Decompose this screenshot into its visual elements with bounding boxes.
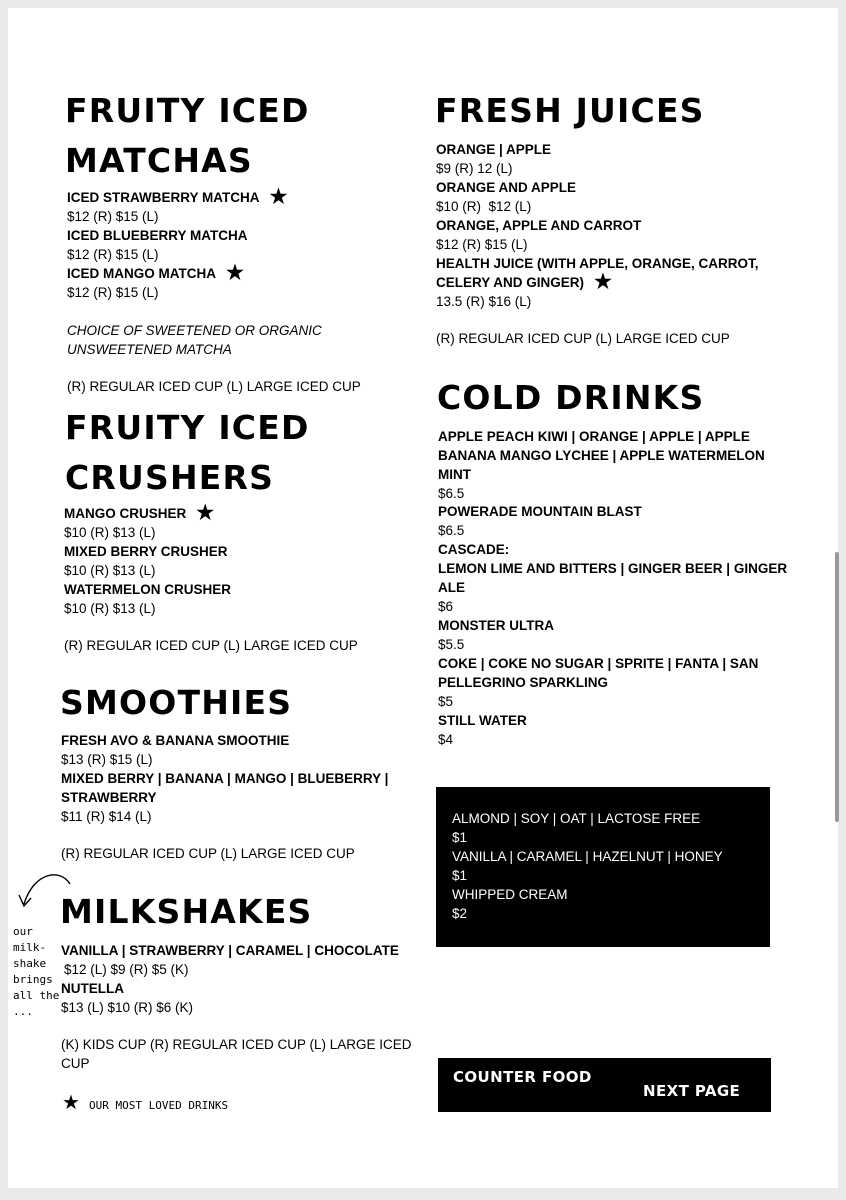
menu-item-cascade-flavours-cont: ALE <box>438 580 465 595</box>
menu-item-soft-drinks-cont: PELLEGRINO SPARKLING <box>438 675 609 690</box>
menu-item-health-juice: HEALTH JUICE (WITH APPLE, ORANGE, CARROT, <box>436 256 759 271</box>
extras-price: $1 <box>452 868 468 883</box>
menu-item-cascade: CASCADE: <box>438 542 510 557</box>
legend-most-loved: OUR MOST LOVED DRINKS <box>89 1099 229 1112</box>
menu-price: $5 <box>438 694 454 709</box>
section-title-milkshakes: MILKSHAKES <box>60 892 313 931</box>
menu-item-orange-apple-carrot: ORANGE, APPLE AND CARROT <box>436 218 642 233</box>
menu-item-health-juice-cont: CELERY AND GINGER) ★ <box>436 271 612 293</box>
star-icon: ★ <box>62 1092 80 1114</box>
menu-price: 13.5 (R) $16 (L) <box>436 294 532 309</box>
menu-price: $10 (R) $13 (L) <box>64 563 156 578</box>
menu-item-monster-ultra: MONSTER ULTRA <box>438 618 554 633</box>
menu-price: $12 (R) $15 (L) <box>436 237 528 252</box>
menu-price: $13 (R) $15 (L) <box>61 752 153 767</box>
cup-size-note: (R) REGULAR ICED CUP (L) LARGE ICED CUP <box>64 638 358 653</box>
handwritten-note: our milk- shake brings all the ... <box>13 925 60 1018</box>
menu-price: $11 (R) $14 (L) <box>61 809 152 824</box>
menu-price: $6.5 <box>438 523 465 538</box>
star-icon: ★ <box>226 262 244 284</box>
menu-price: $12 (R) $15 (L) <box>67 285 159 300</box>
star-icon: ★ <box>196 502 215 524</box>
section-title-fresh-juices: FRESH JUICES <box>435 91 705 130</box>
menu-item-powerade: POWERADE MOUNTAIN BLAST <box>438 504 642 519</box>
menu-item-orange-and-apple: ORANGE AND APPLE <box>436 180 577 195</box>
section-title-fruity-matchas: FRUITY ICED MATCHAS <box>65 91 310 180</box>
next-page-label: NEXT PAGE <box>643 1082 741 1100</box>
menu-item-avo-banana-smoothie: FRESH AVO & BANANA SMOOTHIE <box>61 733 290 748</box>
cup-size-note: (R) REGULAR ICED CUP (L) LARGE ICED CUP <box>436 331 730 346</box>
extras-box <box>436 787 770 947</box>
menu-item-juice-flavours-cont: BANANA MANGO LYCHEE | APPLE WATERMELON <box>438 448 765 463</box>
menu-item-nutella: NUTELLA <box>61 981 124 996</box>
menu-price: $10 (R) $13 (L) <box>64 525 156 540</box>
menu-item-orange-apple: ORANGE | APPLE <box>436 142 552 157</box>
menu-price: $5.5 <box>438 637 465 652</box>
menu-item-still-water: STILL WATER <box>438 713 527 728</box>
menu-item-juice-flavours-cont: MINT <box>438 467 471 482</box>
cup-size-note: (K) KIDS CUP (R) REGULAR ICED CUP (L) LARGE ICED <box>61 1037 412 1052</box>
menu-price: $12 (R) $15 (L) <box>67 247 159 262</box>
menu-price: $13 (L) $10 (R) $6 (K) <box>61 1000 194 1015</box>
cup-size-note: (R) REGULAR ICED CUP (L) LARGE ICED CUP <box>61 846 355 861</box>
menu-item-watermelon-crusher: WATERMELON CRUSHER <box>64 582 231 597</box>
extras-whipped-cream: WHIPPED CREAM <box>452 887 568 902</box>
cup-size-note: CUP <box>61 1056 90 1071</box>
menu-item-juice-flavours: APPLE PEACH KIWI | ORANGE | APPLE | APPLE <box>438 429 750 444</box>
extras-syrup-options: VANILLA | CARAMEL | HAZELNUT | HONEY <box>452 849 723 864</box>
counter-food-label: COUNTER FOOD <box>453 1068 592 1086</box>
section-title-smoothies: SMOOTHIES <box>60 683 293 722</box>
extras-milk-options: ALMOND | SOY | OAT | LACTOSE FREE <box>452 811 701 826</box>
menu-price: $6.5 <box>438 486 465 501</box>
menu-item-fruit-smoothie-cont: STRAWBERRY <box>61 790 157 805</box>
menu-price: $6 <box>438 599 454 614</box>
menu-item-milkshake-flavours: VANILLA | STRAWBERRY | CARAMEL | CHOCOLATE <box>61 943 399 958</box>
menu-item-soft-drinks: COKE | COKE NO SUGAR | SPRITE | FANTA | SAN <box>438 656 759 671</box>
menu-price: $10 (R) $13 (L) <box>64 601 156 616</box>
cup-size-note: (R) REGULAR ICED CUP (L) LARGE ICED CUP <box>67 379 361 394</box>
scrollbar[interactable] <box>835 552 839 822</box>
menu-item-iced-mango-matcha: ICED MANGO MATCHA ★ <box>67 262 244 284</box>
section-title-fruity-crushers: FRUITY ICED CRUSHERS <box>65 408 310 497</box>
extras-price: $1 <box>452 830 468 845</box>
menu-item-mango-crusher: MANGO CRUSHER ★ <box>64 502 215 524</box>
star-icon: ★ <box>594 271 612 293</box>
counter-food-next-page-button[interactable] <box>438 1058 771 1112</box>
menu-item-mixed-berry-crusher: MIXED BERRY CRUSHER <box>64 544 228 559</box>
matcha-choice-note: CHOICE OF SWEETENED OR ORGANIC <box>67 323 322 338</box>
star-icon: ★ <box>269 186 288 208</box>
matcha-choice-note: UNSWEETENED MATCHA <box>67 342 232 357</box>
menu-item-iced-strawberry-matcha: ICED STRAWBERRY MATCHA ★ <box>67 186 288 208</box>
menu-price: $4 <box>438 732 454 747</box>
menu-price: $12 (L) $9 (R) $5 (K) <box>64 962 189 977</box>
menu-price: $9 (R) 12 (L) <box>436 161 513 176</box>
extras-price: $2 <box>452 906 468 921</box>
menu-item-iced-blueberry-matcha: ICED BLUEBERRY MATCHA <box>67 228 248 243</box>
section-title-cold-drinks: COLD DRINKS <box>437 378 705 417</box>
menu-item-cascade-flavours: LEMON LIME AND BITTERS | GINGER BEER | GINGER <box>438 561 788 576</box>
menu-price: $10 (R) $12 (L) <box>436 199 532 214</box>
menu-item-fruit-smoothie: MIXED BERRY | BANANA | MANGO | BLUEBERRY | <box>61 771 389 786</box>
menu-price: $12 (R) $15 (L) <box>67 209 159 224</box>
